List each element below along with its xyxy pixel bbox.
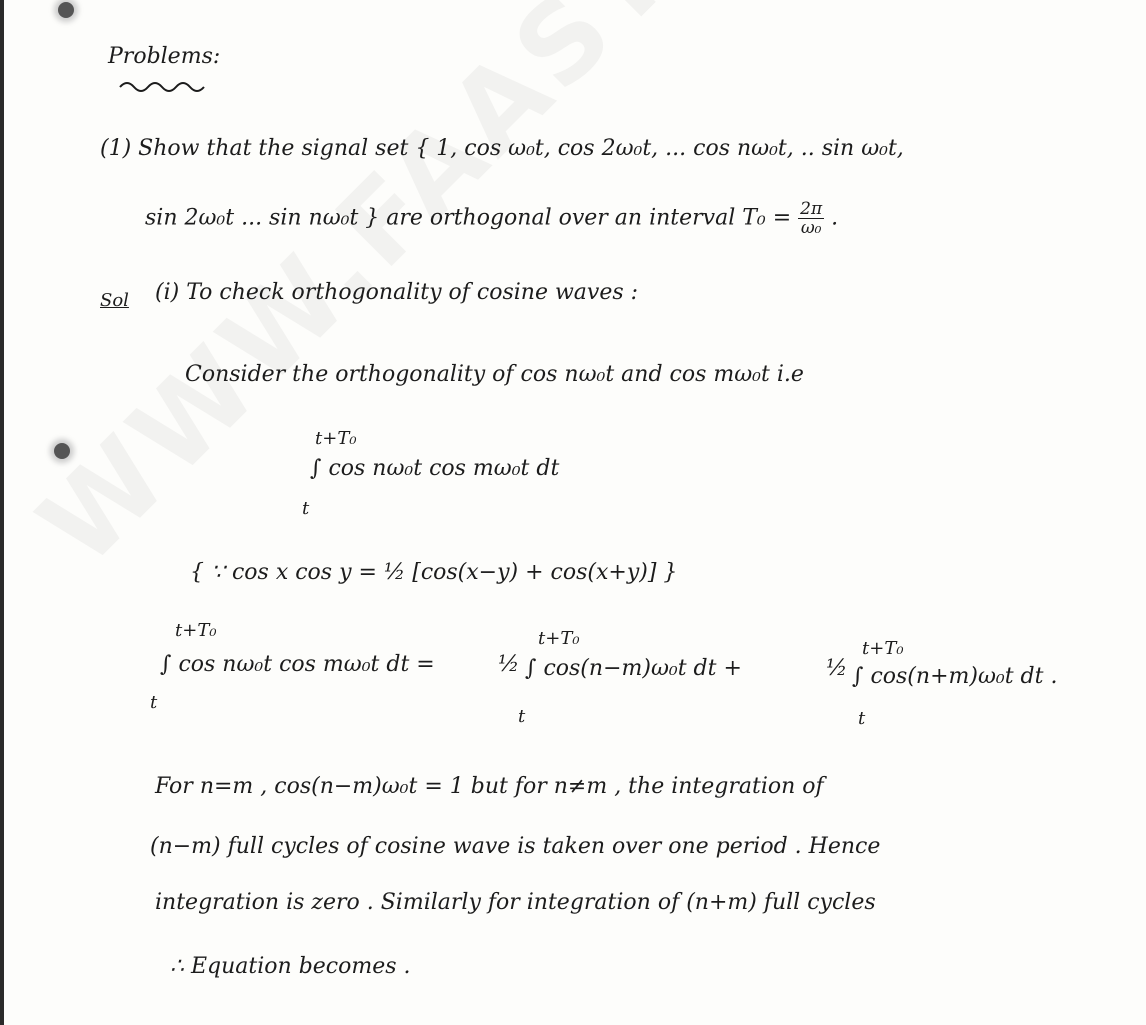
squiggle-underline xyxy=(118,78,208,92)
heading: Problems: xyxy=(108,44,221,69)
eq-term-1: ∫ cos(n−m)ω₀t dt + xyxy=(525,656,742,681)
eq-lower-3: t xyxy=(858,708,866,729)
eq-upper-2: t+T₀ xyxy=(538,628,580,649)
paragraph-line-3: integration is zero . Similarly for integration of (n+m) full cycles xyxy=(155,890,876,915)
eq-lower-2: t xyxy=(518,706,526,727)
step-heading: (i) To check orthogonality of cosine waves : xyxy=(155,280,639,305)
solution-label: Sol xyxy=(100,290,129,311)
problem-line-1: (1) Show that the signal set { 1, cos ω₀t, cos 2ω₀t, ... cos nω₀t, .. sin ω₀t, xyxy=(100,136,904,161)
page-edge xyxy=(0,0,4,1025)
paragraph-line-2: (n−m) full cycles of cosine wave is taken over one period . Hence xyxy=(150,834,881,859)
fraction xyxy=(798,200,824,237)
eq-half-2: ½ xyxy=(826,656,848,681)
denominator: ω₀ xyxy=(800,218,822,238)
int1-upper: t+T₀ xyxy=(315,428,357,449)
eq-lower-1: t xyxy=(150,692,158,713)
numerator: 2π xyxy=(800,199,823,219)
eq-upper-3: t+T₀ xyxy=(862,638,904,659)
int1-body: ∫ cos nω₀t cos mω₀t dt xyxy=(310,456,560,481)
paragraph-line-1: For n=m , cos(n−m)ω₀t = 1 but for n≠m , the integration of xyxy=(155,774,824,799)
problem-line-2 xyxy=(145,200,838,237)
eq-term-2: ∫ cos(n+m)ω₀t dt . xyxy=(852,664,1058,689)
trig-identity: { ∵ cos x cos y = ½ [cos(x−y) + cos(x+y)] } xyxy=(190,560,678,585)
consider-text: Consider the orthogonality of cos nω₀t and cos mω₀t i.e xyxy=(185,362,804,387)
int1-lower: t xyxy=(302,498,310,519)
eq-lhs: ∫ cos nω₀t cos mω₀t dt = xyxy=(160,652,435,677)
problem-text: sin 2ω₀t ... sin nω₀t } are orthogonal over an interval T₀ = xyxy=(145,205,792,231)
punch-hole xyxy=(58,2,74,18)
paragraph-line-4: ∴ Equation becomes . xyxy=(170,954,411,979)
eq-half-1: ½ xyxy=(498,652,520,677)
eq-upper-1: t+T₀ xyxy=(175,620,217,641)
period: . xyxy=(831,205,839,231)
